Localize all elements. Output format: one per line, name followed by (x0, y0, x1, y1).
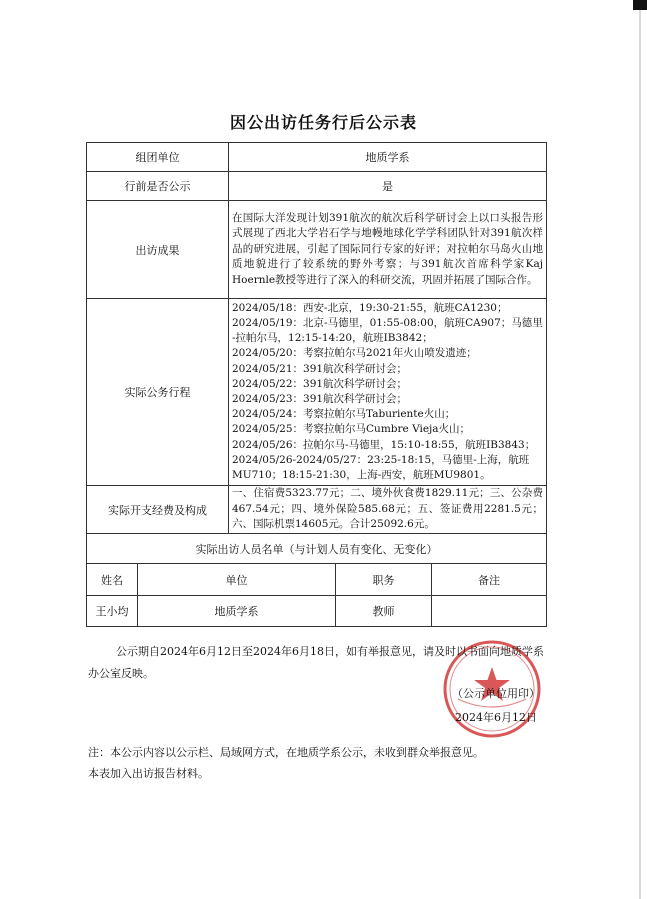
members-section-title: 实际出访人员名单（与计划人员有变化、无变化） (87, 534, 547, 564)
pre-publicity-label: 行前是否公示 (87, 172, 229, 201)
seal-caption: （公示单位用印） (452, 687, 540, 700)
itinerary-line: 2024/05/18：西安-北京，19:30-21:55，航班CA1230； (232, 301, 508, 314)
scan-corner (633, 0, 647, 10)
itinerary-line: 2024/05/25：考察拉帕尔马Cumbre Vieja火山； (232, 423, 471, 436)
pre-publicity-row (87, 172, 547, 201)
expense-label: 实际开支经费及构成 (87, 486, 229, 534)
itinerary-line: 2024/05/19：北京-马德里，01:55-08:00，航班CA907；马德里 (232, 316, 543, 329)
itinerary-line: 2024/05/20：考察拉帕尔马2021年火山喷发遗迹； (232, 347, 477, 360)
scan-edge (639, 0, 641, 899)
footnote-line: 注：本公示内容以公示栏、局域网方式，在地质学系公示，未收到群众举报意见。 (88, 746, 484, 759)
member-position: 教师 (336, 596, 432, 627)
itinerary-label: 实际公务行程 (87, 299, 229, 486)
itinerary-line: 2024/05/23：391航次科学研讨会； (232, 393, 408, 405)
member-header-name: 姓名 (87, 564, 138, 596)
footnote (88, 742, 588, 784)
table-row (87, 596, 547, 627)
itinerary-line: 2024/05/24：考察拉帕尔马Taburiente火山； (232, 408, 456, 421)
itinerary-row (87, 299, 547, 486)
footnote-line: 本表加入出访报告材料。 (88, 767, 209, 780)
member-name: 王小均 (87, 596, 138, 627)
itinerary-line: 2024/05/26：拉帕尔马-马德里，15:10-18:55，航班IB3843； (232, 438, 536, 451)
org-value: 地质学系 (229, 143, 547, 172)
page-title: 因公出访任务行后公示表 (229, 113, 417, 132)
members-section-row (87, 534, 547, 564)
member-remark (432, 596, 547, 627)
expense-value: 一、住宿费5323.77元；二、境外伙食费1829.11元；三、公杂费467.54元；四、境外保险585.68元；五、签证费用2281.5元；六、国际机票14605元。合计25092.6元。 (229, 486, 547, 534)
signature-block (446, 682, 546, 730)
result-value: 在国际大洋发现计划391航次的航次后科学研讨会上以口头报告形式展现了西北大学岩石学与地幔地球化学学科团队针对391航次样品的研究进展，引起了国际同行专家的好评；对拉帕尔马岛火山地质地貌进行了较系统的野外考察；与391航次首席科学家Kaj Hoernle教授等进行了深入的科研交流，巩固并拓展了国际合作。 (229, 201, 547, 299)
itinerary-line: -拉帕尔马，12:15-14:20，航班IB3842； (232, 332, 433, 345)
itinerary-line: 2024/05/22：391航次科学研讨会； (232, 377, 408, 390)
itinerary-line: 2024/05/21：391航次科学研讨会； (232, 362, 408, 375)
org-label: 组团单位 (87, 143, 229, 172)
member-header-remark: 备注 (432, 564, 547, 596)
members-header-row (87, 564, 547, 596)
expense-row (87, 486, 547, 534)
sign-date: 2024年6月12日 (455, 711, 537, 724)
result-label: 出访成果 (87, 201, 229, 299)
pre-publicity-value: 是 (229, 172, 547, 201)
member-unit: 地质学系 (138, 596, 336, 627)
itinerary-line: MU710；18:15-21:30，上海-西安，航班MU9801。 (232, 469, 491, 482)
member-header-position: 职务 (336, 564, 432, 596)
org-row (87, 143, 547, 172)
result-row (87, 201, 547, 299)
publicity-notice: 公示期自2024年6月12日至2024年6月18日，如有举报意见，请及时以书面向地质学系办公室反映。 (88, 645, 544, 680)
disclosure-table (86, 142, 547, 627)
itinerary-cell (229, 299, 547, 486)
member-header-unit: 单位 (138, 564, 336, 596)
itinerary-line: 2024/05/26-2024/05/27：23:25-18:15，马德里-上海，航班 (232, 453, 530, 466)
